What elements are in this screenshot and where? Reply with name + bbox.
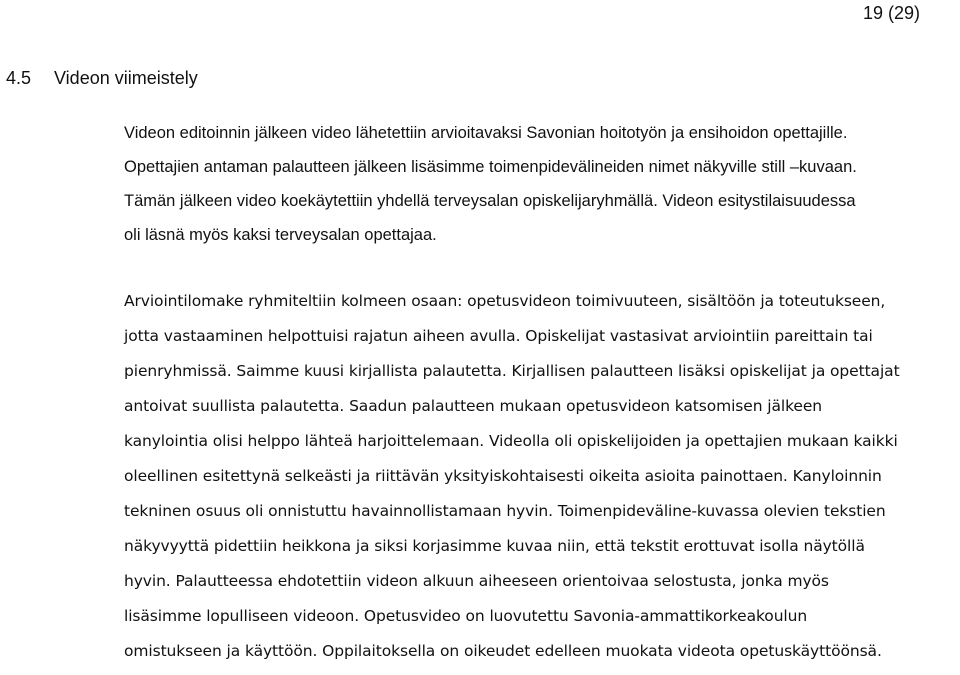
- paragraph-line: Arviointilomake ryhmiteltiin kolmeen osaan: opetusvideon toimivuuteen, sisältöön ja toteutukseen,: [124, 292, 886, 310]
- paragraph-line: oleellinen esitettynä selkeästi ja riittävän yksityiskohtaisesti oikeita asioita painottaen. Kanyloinnin: [124, 467, 882, 485]
- section-number: 4.5: [6, 68, 32, 88]
- paragraph-1: [124, 122, 944, 258]
- paragraph-line: kanylointia olisi helppo lähteä harjoittelemaan. Videolla oli opiskelijoiden ja opettajien mukaan kaikki: [124, 432, 898, 450]
- paragraph-line: hyvin. Palautteessa ehdotettiin videon alkuun aiheeseen orientoivaa selostusta, jonka myös: [124, 572, 829, 590]
- section-title: Videon viimeistely: [54, 68, 198, 88]
- paragraph-line: antoivat suullista palautetta. Saadun palautteen mukaan opetusvideon katsomisen jälkeen: [124, 397, 822, 415]
- section-heading: [6, 67, 198, 89]
- paragraph-line: lisäsimme lopulliseen videoon. Opetusvideo on luovutettu Savonia-ammattikorkeakoulun: [124, 607, 808, 625]
- paragraph-line: pienryhmissä. Saimme kuusi kirjallista palautetta. Kirjallisen palautteen lisäksi opiskelijat ja opettajat: [124, 362, 900, 380]
- paragraph-line: jotta vastaaminen helpottuisi rajatun aiheen avulla. Opiskelijat vastasivat arviointiin pareittain tai: [124, 327, 873, 345]
- paragraph-line: oli läsnä myös kaksi terveysalan opettajaa.: [124, 226, 437, 244]
- paragraph-line: Opettajien antaman palautteen jälkeen lisäsimme toimenpidevälineiden nimet näkyville still –kuvaan.: [124, 158, 857, 176]
- paragraph-line: Videon editoinnin jälkeen video lähetettiin arvioitavaksi Savonian hoitotyön ja ensihoidon opettajille.: [124, 124, 848, 142]
- paragraph-line: näkyvyyttä pidettiin heikkona ja siksi korjasimme kuvaa niin, että tekstit erottuvat isolla näytöllä: [124, 537, 865, 555]
- page-number: 19 (29): [862, 3, 920, 23]
- paragraph-line: Tämän jälkeen video koekäytettiin yhdellä terveysalan opiskelijaryhmällä. Videon esitystilaisuudessa: [124, 192, 856, 210]
- paragraph-line: omistukseen ja käyttöön. Oppilaitoksella on oikeudet edelleen muokata videota opetuskäyttöönsä.: [124, 642, 882, 660]
- paragraph-2: [124, 290, 944, 675]
- paragraph-line: tekninen osuus oli onnistuttu havainnollistamaan hyvin. Toimenpideväline-kuvassa olevien tekstien: [124, 502, 886, 520]
